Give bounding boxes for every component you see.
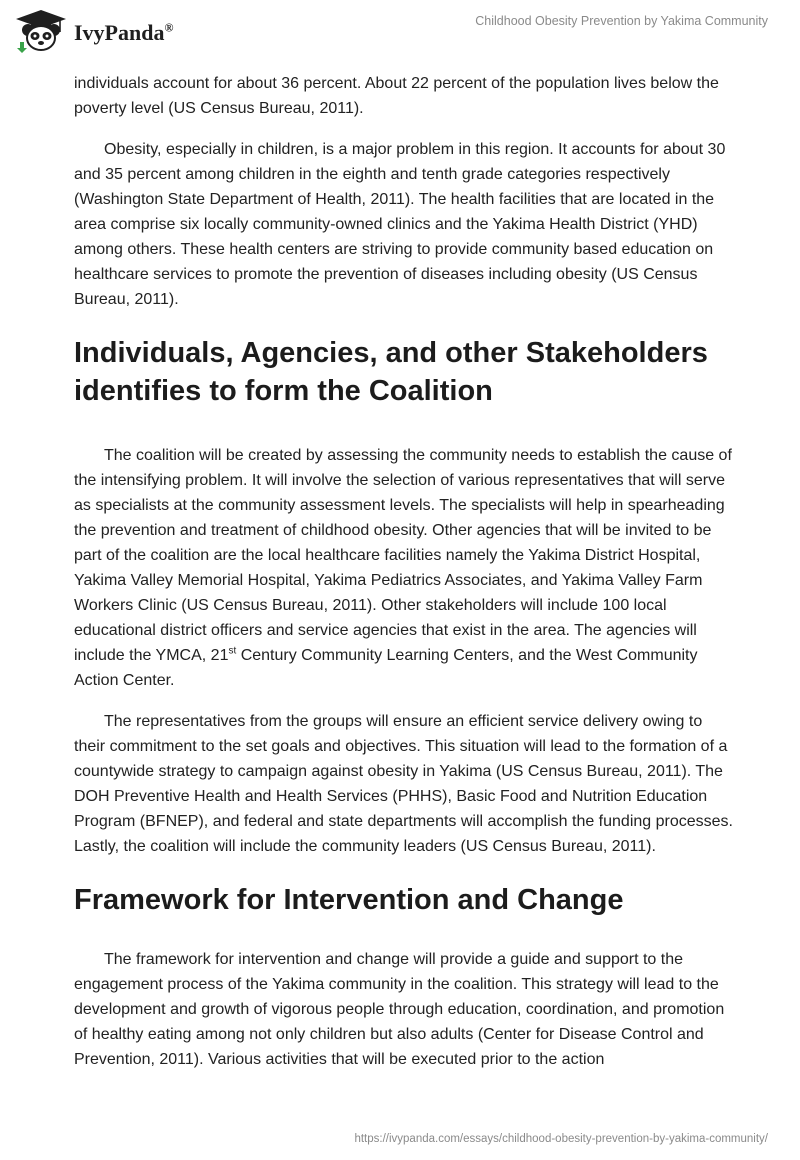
document-title: Childhood Obesity Prevention by Yakima Community [475, 14, 768, 28]
brand-logo[interactable] [14, 8, 173, 54]
paragraph-3-part-1: The coalition will be created by assessing the community needs to establish the cause of the intensifying problem. It will involve the selection of various representatives that will serve as specialists at the community assessment levels. The specialists will help in spearheading the prevention and treatment of childhood obesity. Other agencies that will be invited to be part of the coalition are the local healthcare facilities namely the Yakima District Hospital, Yakima Valley Memorial Hospital, Yakima Pediatrics Associates, and Yakima Valley Farm Workers Clinic (US Census Bureau, 2011). Other stakeholders will include 100 local educational district officers and service agencies that exist in the area. The agencies will include the YMCA, 21 [74, 447, 732, 664]
paragraph-4: The representatives from the groups will ensure an efficient service delivery owing to their commitment to the set goals and objectives. This situation will lead to the formation of a countywide strategy to campaign against obesity in Yakima (US Census Bureau, 2011). The DOH Preventive Health and Health Services (PHHS), Basic Food and Nutrition Education Program (BFNEP), and federal and state departments will accomplish the funding processes. Lastly, the coalition will include the community leaders (US Census Bureau, 2011). [74, 713, 733, 855]
ordinal-suffix: st [228, 645, 237, 657]
panda-graduate-icon [14, 8, 68, 54]
brand-name: IvyPanda® [74, 20, 174, 45]
section-heading-stakeholders: Individuals, Agencies, and other Stakeholders identifies to form the Coalition [74, 337, 708, 407]
paragraph-3 [74, 443, 734, 693]
paragraph-2: Obesity, especially in children, is a major problem in this region. It accounts for about 30 and 35 percent among children in the eighth and tenth grade categories respectively (Washington State Department of Health, 2011). The health facilities that are located in the area comprise six locally community-owned clinics and the Yakima Health District (YHD) among others. These health centers are striving to provide community based education on healthcare services to promote the prevention of diseases including obesity (US Census Bureau, 2011). [74, 141, 726, 308]
essay-content [74, 71, 734, 1088]
paragraph-5: The framework for intervention and change will provide a guide and support to the engagement process of the Yakima community in the coalition. This strategy will lead to the development and growth of vigorous people through education, coordination, and promotion of healthy eating among not only children but also adults (Center for Disease Control and Prevention, 2011). Various activities that will be executed prior to the action [74, 951, 725, 1068]
paragraph-3-part-2: Century Community Learning Centers, and the West Community Action Center. [74, 647, 698, 689]
paragraph-1: individuals account for about 36 percent. About 22 percent of the population lives below the poverty level (US Census Bureau, 2011). [74, 75, 719, 117]
footer-url-link[interactable]: https://ivypanda.com/essays/childhood-obesity-prevention-by-yakima-community/ [354, 1133, 768, 1145]
section-heading-framework: Framework for Intervention and Change [74, 884, 624, 916]
page-header [0, 0, 800, 62]
